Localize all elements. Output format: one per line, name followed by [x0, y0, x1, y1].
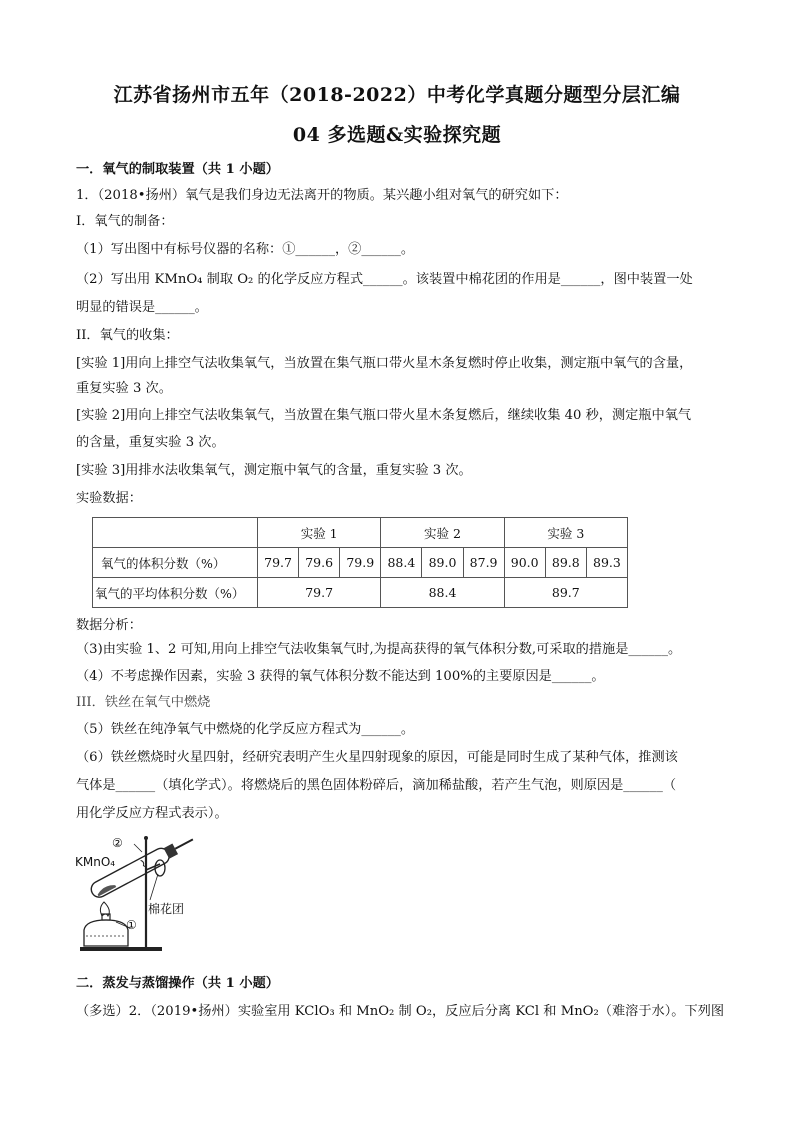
figure-label-cotton: 棉花团: [148, 902, 185, 916]
document-title: 江苏省扬州市五年（2018-2022）中考化学真题分题型分层汇编: [113, 84, 681, 106]
question-2-intro: （多选）2．（2019•扬州）实验室用 KClO₃ 和 MnO₂ 制 O₂，反应后分离 KCl 和 MnO₂（难溶于水）。下列图: [76, 1004, 725, 1019]
table-cell: 88.4: [381, 578, 504, 608]
question-1-intro: 1．（2018•扬州）氧气是我们身边无法离开的物质。某兴趣小组对氧气的研究如下：: [76, 188, 568, 203]
part-2-heading: II．氧气的收集：: [76, 328, 179, 343]
table-row: [93, 578, 628, 608]
question-1-sub-6c: 用化学反应方程式表示）。: [76, 806, 228, 821]
figure-label-2: ②: [112, 836, 123, 850]
question-1-sub-3: （3)由实验 1、2 可知,用向上排空气法收集氧气时,为提高获得的氧气体积分数,可采取的措施是______。: [76, 642, 682, 657]
stand-base: [80, 947, 162, 951]
table-header-row: [93, 518, 628, 548]
part-3-heading: III．铁丝在氧气中燃烧: [76, 695, 211, 710]
table-cell: 89.3: [586, 548, 627, 578]
figure-label-1: ①: [126, 918, 137, 932]
experiment-2-line-a: [实验 2]用向上排空气法收集氧气，当放置在集气瓶口带火星木条复燃后，继续收集 40 秒，测定瓶中氧气: [76, 408, 692, 423]
table-cell: 87.9: [463, 548, 504, 578]
table-header-cell: 实验 3: [504, 518, 627, 548]
analysis-label: 数据分析：: [76, 618, 142, 633]
figure-label-kmno4: KMnO₄: [75, 855, 116, 869]
section-heading-2: 二．蒸发与蒸馏操作（共 1 小题）: [76, 976, 279, 991]
table-header-cell: 实验 2: [381, 518, 504, 548]
apparatus-figure: [72, 830, 212, 960]
question-1-sub-2b: 明显的错误是______。: [76, 300, 208, 315]
table-cell: 79.7: [258, 578, 381, 608]
question-1-sub-2a: （2）写出用 KMnO₄ 制取 O₂ 的化学反应方程式______。该装置中棉花团的作用是______，图中装置一处: [76, 272, 693, 287]
table-header-cell: 实验 1: [258, 518, 381, 548]
question-1-sub-6b: 气体是______（填化学式）。将燃烧后的黑色固体粉碎后，滴加稀盐酸，若产生气泡，则原因是______（: [76, 778, 677, 793]
table-cell: 88.4: [381, 548, 422, 578]
part-1-heading: I．氧气的制备：: [76, 214, 174, 229]
experiment-2-line-b: 的含量，重复实验 3 次。: [76, 435, 225, 450]
table-row-label: 氧气的体积分数（%）: [93, 548, 258, 578]
table-cell: 90.0: [504, 548, 545, 578]
section-heading-1: 一．氧气的制取装置（共 1 小题）: [76, 162, 279, 177]
experiment-1-line-b: 重复实验 3 次。: [76, 381, 172, 396]
table-cell: 79.7: [258, 548, 299, 578]
question-1-sub-6a: （6）铁丝燃烧时火星四射，经研究表明产生火星四射现象的原因，可能是同时生成了某种气体，推测该: [76, 750, 678, 765]
table-row-label: 氧气的平均体积分数（%）: [93, 578, 258, 608]
data-label: 实验数据：: [76, 491, 142, 506]
table-corner-cell: [93, 518, 258, 548]
question-1-sub-5: （5）铁丝在纯净氧气中燃烧的化学反应方程式为______。: [76, 722, 415, 737]
table-cell: 79.6: [299, 548, 340, 578]
question-1-sub-1: （1）写出图中有标号仪器的名称：①______，②______。: [76, 242, 415, 257]
table-cell: 89.8: [545, 548, 586, 578]
data-table: [92, 517, 628, 608]
experiment-1-line-a: [实验 1]用向上排空气法收集氧气，当放置在集气瓶口带火星木条复燃时停止收集，测定瓶中氧气的含量，: [76, 356, 693, 371]
experiment-3-line: [实验 3]用排水法收集氧气，测定瓶中氧气的含量，重复实验 3 次。: [76, 463, 472, 478]
table-cell: 89.0: [422, 548, 463, 578]
table-row: [93, 548, 628, 578]
document-subtitle: 04 多选题&实验探究题: [292, 124, 502, 146]
table-cell: 89.7: [504, 578, 627, 608]
table-cell: 79.9: [340, 548, 381, 578]
question-1-sub-4: （4）不考虑操作因素，实验 3 获得的氧气体积分数不能达到 100%的主要原因是______。: [76, 669, 605, 684]
